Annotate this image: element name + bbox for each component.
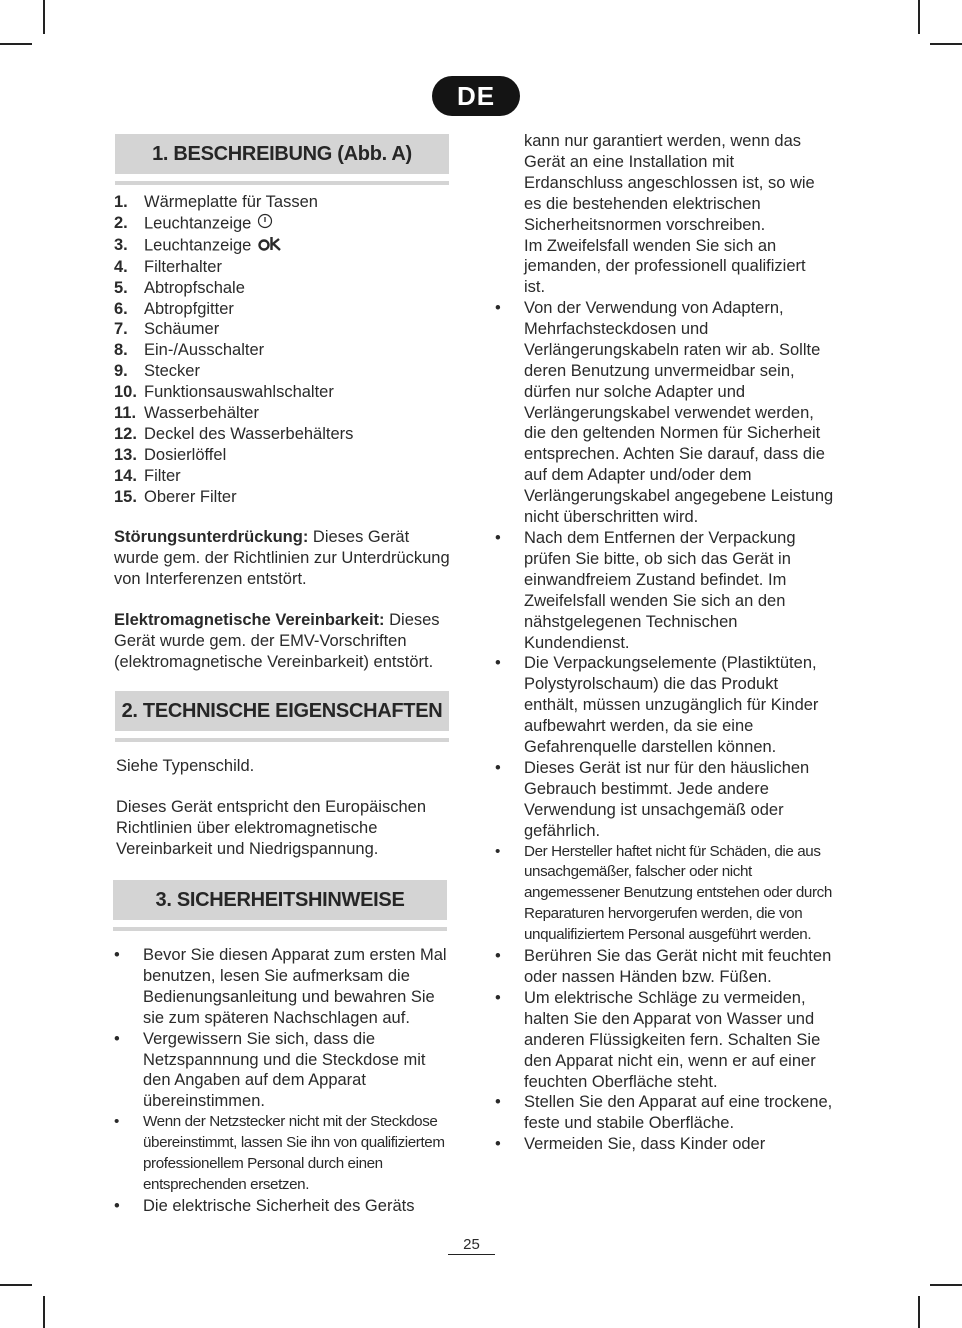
section-2-rule — [115, 738, 449, 742]
list-item: • Vermeiden Sie, dass Kinder oder — [495, 1135, 766, 1154]
list-item: 12. Deckel des Wasserbehälters — [114, 424, 354, 443]
crop-mark — [0, 1284, 32, 1286]
list-item: • Um elektrische Schläge zu vermeiden, halten Sie den Apparat von Wasser und anderen Flüssigkeiten fern. Schalten Sie den Apparat nicht ein, wenn er auf einer feuchten Oberfläche steht. — [495, 988, 821, 1091]
ok-icon — [257, 235, 283, 257]
parts-list — [114, 192, 444, 508]
crop-mark — [930, 43, 962, 45]
crop-mark — [0, 43, 32, 45]
crop-mark — [930, 1284, 962, 1286]
crop-mark — [43, 1296, 45, 1328]
crop-mark — [918, 0, 920, 34]
list-item: 14. Filter — [114, 466, 181, 485]
list-item: 7. Schäumer — [114, 320, 220, 339]
list-item: • Berühren Sie das Gerät nicht mit feuchten oder nassen Händen bzw. Füßen. — [495, 947, 832, 986]
section-1-title: 1. BESCHREIBUNG (Abb. A) — [115, 134, 449, 174]
list-item: 10. Funktionsauswahlschalter — [114, 383, 334, 402]
list-item: • Dieses Gerät ist nur für den häuslichen Gebrauch bestimmt. Jede andere Verwendung ist unsachgemäß oder gefährlich. — [495, 758, 810, 840]
emc-paragraph: Elektromagnetische Vereinbarkeit: Dieses Gerät wurde gem. der EMV-Vorschriften (elektromagnetische Vereinbarkeit) entstört. — [114, 611, 440, 671]
list-item: • Vergewissern Sie sich, dass die Netzspannnung und die Steckdose mit den Angaben auf dem Apparat übereinstimmen. — [114, 1029, 426, 1111]
list-item: 2. Leuchtanzeige — [114, 213, 444, 235]
list-item: • Der Hersteller haftet nicht für Schäden, die aus unsachgemäßer, falscher oder nicht angemessener Benutzung entstehen oder durch Reparaturen hervorgerufen werden, die von unqualifiziertem Personal ausgeführt werden. — [495, 842, 832, 944]
section-2-title: 2. TECHNISCHE EIGENSCHAFTEN — [115, 691, 449, 731]
list-item: • Die elektrische Sicherheit des Geräts — [114, 1196, 415, 1215]
list-item: 15. Oberer Filter — [114, 487, 237, 506]
interference-paragraph: Störungsunterdrückung: Dieses Gerät wurde gem. der Richtlinien zur Unterdrückung von Interferenzen entstört. — [114, 528, 450, 588]
crop-mark — [43, 0, 45, 34]
list-item: 1. Wärmeplatte für Tassen — [114, 193, 318, 211]
list-item: 8. Ein-/Ausschalter — [114, 341, 265, 360]
list-item: 3. Leuchtanzeige — [114, 235, 444, 257]
conformity-paragraph: Dieses Gerät entspricht den Europäischen Richtlinien über elektromagnetische Vereinbarkeit und Niedrigspannung. — [116, 798, 427, 858]
list-item: • Stellen Sie den Apparat auf eine trockene, feste und stabile Oberfläche. — [495, 1093, 833, 1133]
crop-mark — [918, 1296, 920, 1328]
list-item: • Die Verpackungselemente (Plastiktüten, Polystyrolschaum) die das Produkt enthält, müssen unzugänglich für Kinder aufbewahrt werden, da sie eine Gefahrenquelle darstellen können. — [495, 654, 819, 757]
list-item: 13. Dosierlöffel — [114, 445, 227, 464]
section-3-rule — [113, 927, 447, 931]
list-item: • Bevor Sie diesen Apparat zum ersten Mal benutzen, lesen Sie aufmerksam die Bedienungsanleitung und bewahren Sie sie zum späteren Nachschlagen auf. — [114, 946, 447, 1027]
section-1-rule — [115, 181, 449, 185]
section-3-title: 3. SICHERHEITSHINWEISE — [113, 880, 447, 920]
list-item: • Nach dem Entfernen der Verpackung prüfen Sie bitte, ob sich das Gerät in einwandfreiem Zustand befindet. Im Zweifelsfall wenden Sie sich an den nähstgelegenen Technischen Kundendienst. — [495, 528, 796, 652]
list-item: • Von der Verwendung von Adaptern, Mehrfachsteckdosen und Verlängerungskabeln raten wir ab. Sollte deren Benutzung unvermeidbar sein, dürfen nur solche Adapter und Verlängerungskabel verwendet werden, die den geltenden Normen für Sicherheit entsprechen. Achten Sie darauf, dass die auf dem Adapter und/oder dem Verlängerungskabel angegebene Leistung nicht überschritten wird. — [495, 299, 834, 527]
list-item: 5. Abtropfschale — [114, 278, 245, 297]
safety-list-right — [495, 298, 835, 1155]
list-item: • Wenn der Netzstecker nicht mit der Steckdose übereinstimmt, lassen Sie ihn von qualifiziertem professionellem Personal durch einen entsprechenden ersetzen. — [114, 1113, 445, 1193]
page-number: 25 — [448, 1236, 495, 1255]
list-item: 4. Filterhalter — [114, 257, 222, 276]
list-item: 11. Wasserbehälter — [114, 404, 259, 423]
safety-continuation: kann nur garantiert werden, wenn das Gerät an eine Installation mit Erdanschluss angeschlossen ist, so wie es die bestehenden elektrischen Sicherheitsnormen vorschreiben. Im Zweifelsfall wenden Sie sich an jemanden, der professionell qualifiziert ist. — [524, 132, 815, 297]
type-plate-paragraph: Siehe Typenschild. — [116, 757, 255, 775]
power-icon — [257, 213, 273, 235]
safety-list-left — [114, 945, 454, 1217]
list-item: 6. Abtropfgitter — [114, 299, 234, 318]
language-badge: DE — [432, 76, 520, 116]
list-item: 9. Stecker — [114, 362, 200, 381]
